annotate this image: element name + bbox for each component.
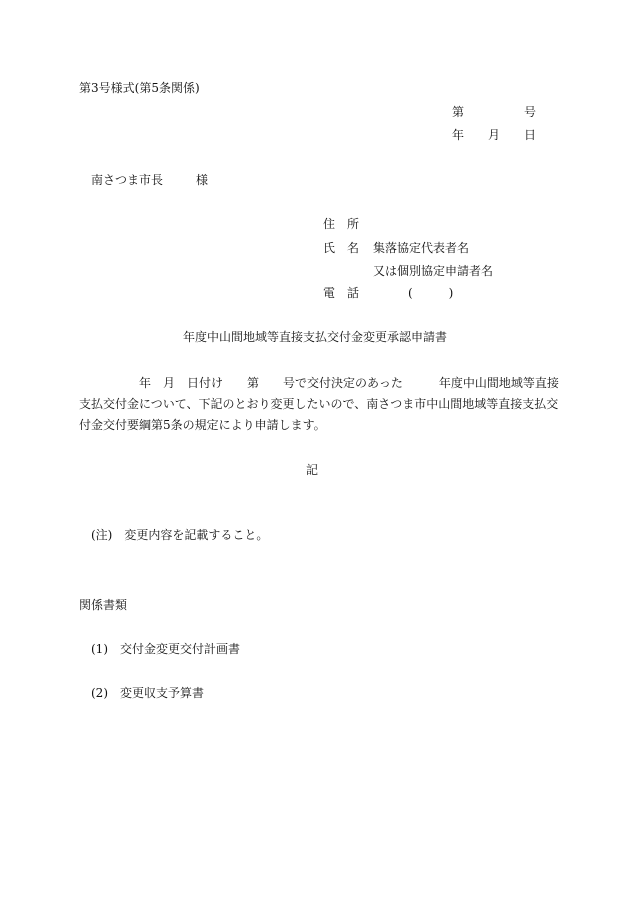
document-title: 年度中山間地域等直接支払交付金変更承認申請書 [182, 330, 447, 344]
record-mark: 記 [306, 463, 319, 477]
body-line: 支払交付金について、下記のとおり変更したいので、南さつま市中山間地域等直接支払交 [79, 397, 559, 411]
document-number-suffix: 号 [524, 105, 537, 119]
date-month-label: 月 [488, 128, 501, 142]
addressee: 南さつま市長 [91, 173, 164, 187]
date-day-label: 日 [524, 128, 537, 142]
applicant-phone-area-code: ( ) [408, 286, 454, 300]
related-document-item: (2) 変更収支予算書 [91, 686, 204, 700]
applicant-phone-label: 電 話 [323, 286, 360, 300]
applicant-address-label: 住 所 [323, 217, 360, 231]
applicant-name-label: 氏 名 [323, 241, 360, 255]
applicant-name-value: 集落協定代表者名 [373, 241, 470, 255]
note: (注) 変更内容を記載すること。 [91, 528, 269, 542]
body-line: 年 月 日付け 第 号で交付決定のあった 年度中山間地域等直接 [79, 376, 559, 390]
related-document-item: (1) 交付金変更交付計画書 [91, 642, 240, 656]
date-year-label: 年 [452, 128, 465, 142]
addressee-honorific: 様 [196, 173, 209, 187]
form-number: 第3号様式(第5条関係) [79, 81, 200, 95]
document-number-prefix: 第 [452, 105, 465, 119]
applicant-name-alternative: 又は個別協定申請者名 [373, 264, 494, 278]
related-documents-heading: 関係書類 [79, 598, 128, 612]
document-body [79, 373, 557, 436]
body-line: 付金交付要綱第5条の規定により申請します。 [79, 418, 326, 432]
